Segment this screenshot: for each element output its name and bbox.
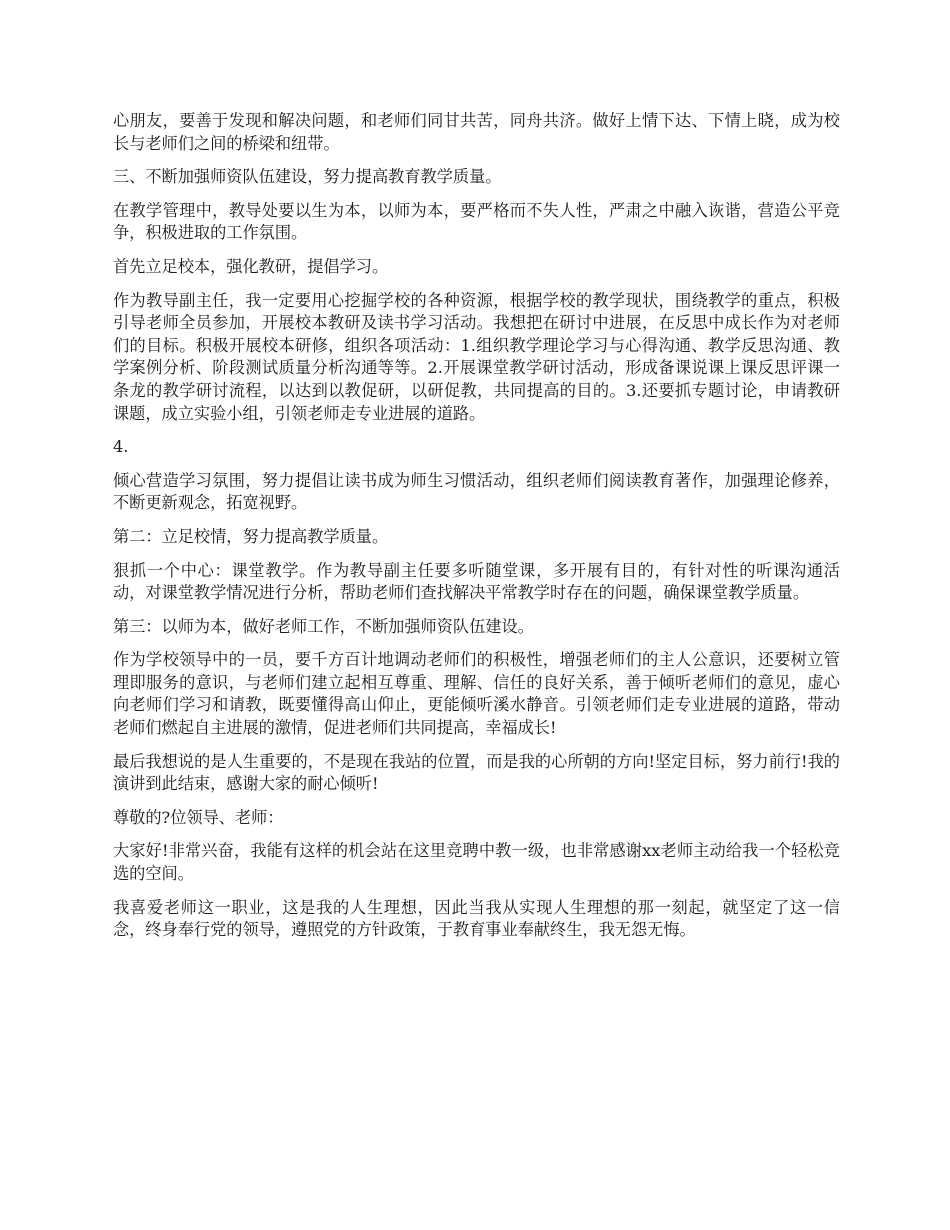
paragraph-2-section-heading: 三、不断加强师资队伍建设，努力提高教育教学质量。 [113,167,502,187]
paragraph-10: 第三：以师为本，做好老师工作，不断加强师资队伍建设。 [113,616,534,636]
document-page [113,110,840,953]
paragraph-7: 倾心营造学习氛围，努力提倡让读书成为师生习惯活动，组织老师们阅读教育著作，加强理论修养，不断更新观念，拓宽视野。 [113,470,840,513]
paragraph-5: 作为教导副主任，我一定要用心挖掘学校的各种资源，根据学校的教学现状，围绕教学的重点，积极引导老师全员参加，开展校本教研及读书学习活动。我想把在研讨中进展，在反思中成长作为对老师们的目标。积极开展校本研修，组织各项活动：1.组织教学理论学习与心得沟通、教学反思沟通、教学案例分析、阶段测试质量分析沟通等等。2.开展课堂教学研讨活动，形成备课说课上课反思评课一条龙的教学研讨流程，以达到以教促研，以研促教，共同提高的目的。3.还要抓专题讨论，申请教研课题，成立实验小组，引领老师走专业进展的道路。 [113,290,840,423]
paragraph-4: 首先立足校本，强化教研，提倡学习。 [113,256,389,276]
paragraph-14: 大家好!非常兴奋，我能有这样的机会站在这里竞聘中教一级，也非常感谢xx老师主动给我一个轻松竞选的空间。 [113,841,840,884]
paragraph-1: 心朋友，要善于发现和解决问题，和老师们同甘共苦，同舟共济。做好上情下达、下情上晓，成为校长与老师们之间的桥梁和纽带。 [113,111,840,153]
paragraph-3: 在教学管理中，教导处要以生为本，以师为本，要严格而不失人性，严肃之中融入诙谐，营造公平竞争，积极进取的工作氛围。 [113,200,840,243]
paragraph-8: 第二：立足校情，努力提高教学质量。 [113,526,389,546]
paragraph-12: 最后我想说的是人生重要的，不是现在我站的位置，而是我的心所朝的方向!坚定目标，努力前行!我的演讲到此结束，感谢大家的耐心倾听! [113,751,840,794]
paragraph-11: 作为学校领导中的一员，要千方百计地调动老师们的积极性，增强老师们的主人公意识，还要树立管理即服务的意识，与老师们建立起相互尊重、理解、信任的良好关系，善于倾听老师们的意见，虚心向老师们学习和请教，既要懂得高山仰止，更能倾听溪水静音。引领老师们走专业进展的道路，带动老师们燃起自主进展的激情，促进老师们共同提高，幸福成长! [113,650,840,738]
paragraph-13-salutation: 尊敬的?位领导、老师： [113,807,284,827]
paragraph-6-list-number: 4. [113,437,129,457]
paragraph-9: 狠抓一个中心：课堂教学。作为教导副主任要多听随堂课，多开展有目的，有针对性的听课沟通活动，对课堂教学情况进行分析，帮助老师们查找解决平常教学时存在的问题，确保课堂教学质量。 [113,560,840,603]
paragraph-15: 我喜爱老师这一职业，这是我的人生理想，因此当我从实现人生理想的那一刻起，就坚定了这一信念，终身奉行党的领导，遵照党的方针政策，于教育事业奉献终生，我无怨无悔。 [113,897,840,940]
